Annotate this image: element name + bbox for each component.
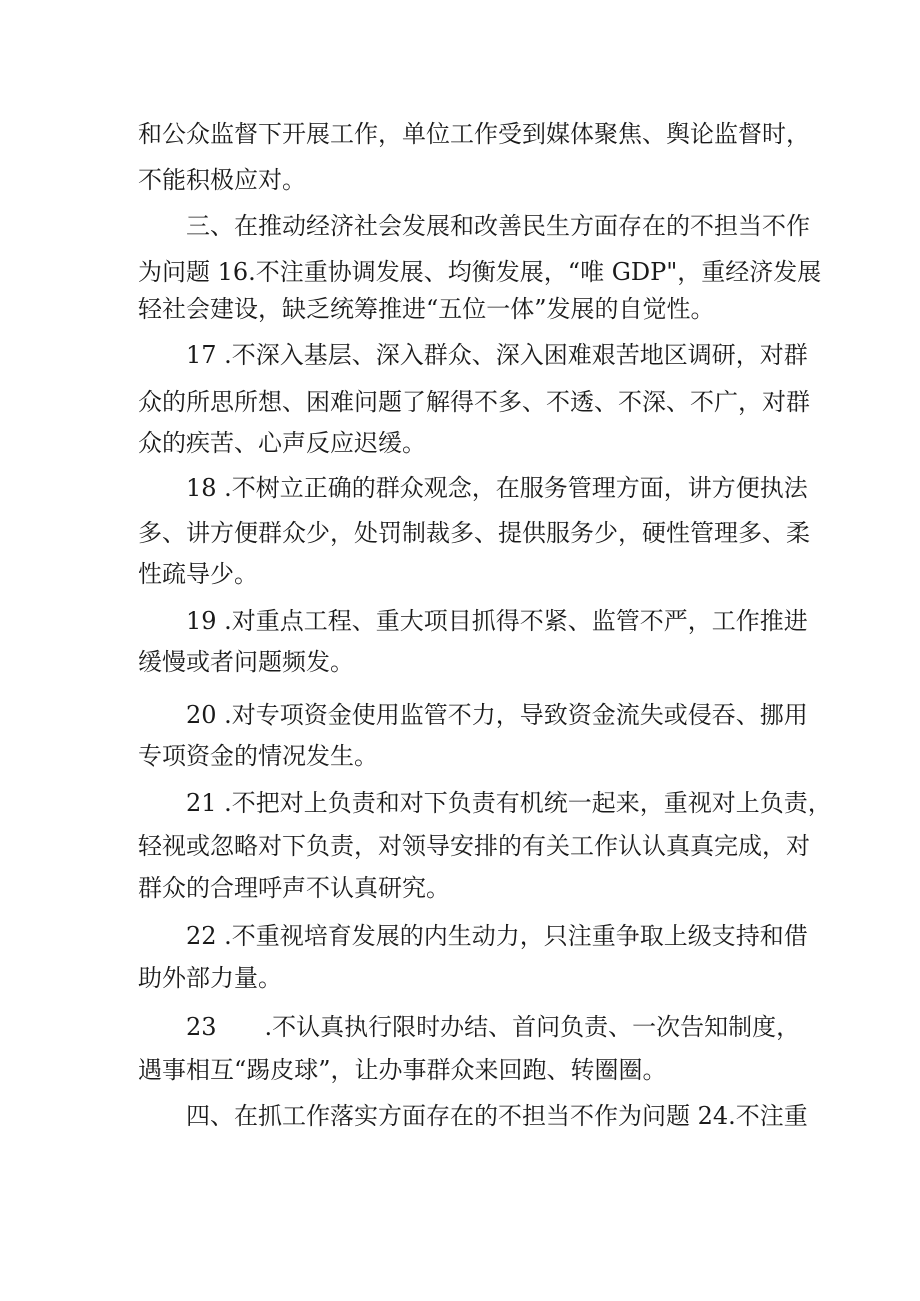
text-line: 专项资金的情况发生。 xyxy=(138,742,378,770)
text-line: 缓慢或者问题频发。 xyxy=(138,648,354,676)
text-line: 17 .不深入基层、深入群众、深入困难艰苦地区调研，对群 xyxy=(186,341,808,369)
text-line: 为问题 16.不注重协调发展、均衡发展，“唯 GDP"，重经济发展 xyxy=(138,258,822,286)
text-line: 20 .对专项资金使用监管不力，导致资金流失或侵吞、挪用 xyxy=(186,701,808,729)
text-line: 助外部力量。 xyxy=(138,964,282,992)
text-line: 21 .不把对上负责和对下负责有机统一起来，重视对上负责， xyxy=(186,789,832,817)
text-line: 23 .不认真执行限时办结、首问负责、一次告知制度， xyxy=(186,1013,801,1041)
text-line: 轻社会建设，缺乏统筹推进“五位一体”发展的自觉性。 xyxy=(138,295,715,323)
text-line: 众的所思所想、困难问题了解得不多、不透、不深、不广，对群 xyxy=(138,388,810,416)
text-line: 遇事相互“踢皮球”，让办事群众来回跑、转圈圈。 xyxy=(138,1056,667,1084)
text-line: 众的疾苦、心声反应迟缓。 xyxy=(138,429,426,457)
text-line: 22 .不重视培育发展的内生动力，只注重争取上级支持和借 xyxy=(186,922,808,950)
text-line: 多、讲方便群众少，处罚制裁多、提供服务少，硬性管理多、柔 xyxy=(138,519,810,547)
text-line: 群众的合理呼声不认真研究。 xyxy=(138,874,450,902)
text-line: 不能积极应对。 xyxy=(138,166,306,194)
text-line: 和公众监督下开展工作，单位工作受到媒体聚焦、舆论监督时， xyxy=(138,120,810,148)
text-line: 性疏导少。 xyxy=(138,560,258,588)
text-line: 三、在推动经济社会发展和改善民生方面存在的不担当不作 xyxy=(186,212,810,240)
text-line: 18 .不树立正确的群众观念，在服务管理方面，讲方便执法 xyxy=(186,474,808,502)
text-line: 19 .对重点工程、重大项目抓得不紧、监管不严，工作推进 xyxy=(186,607,808,635)
text-line: 轻视或忽略对下负责，对领导安排的有关工作认认真真完成，对 xyxy=(138,832,810,860)
text-line: 四、在抓工作落实方面存在的不担当不作为问题 24.不注重 xyxy=(186,1102,808,1130)
